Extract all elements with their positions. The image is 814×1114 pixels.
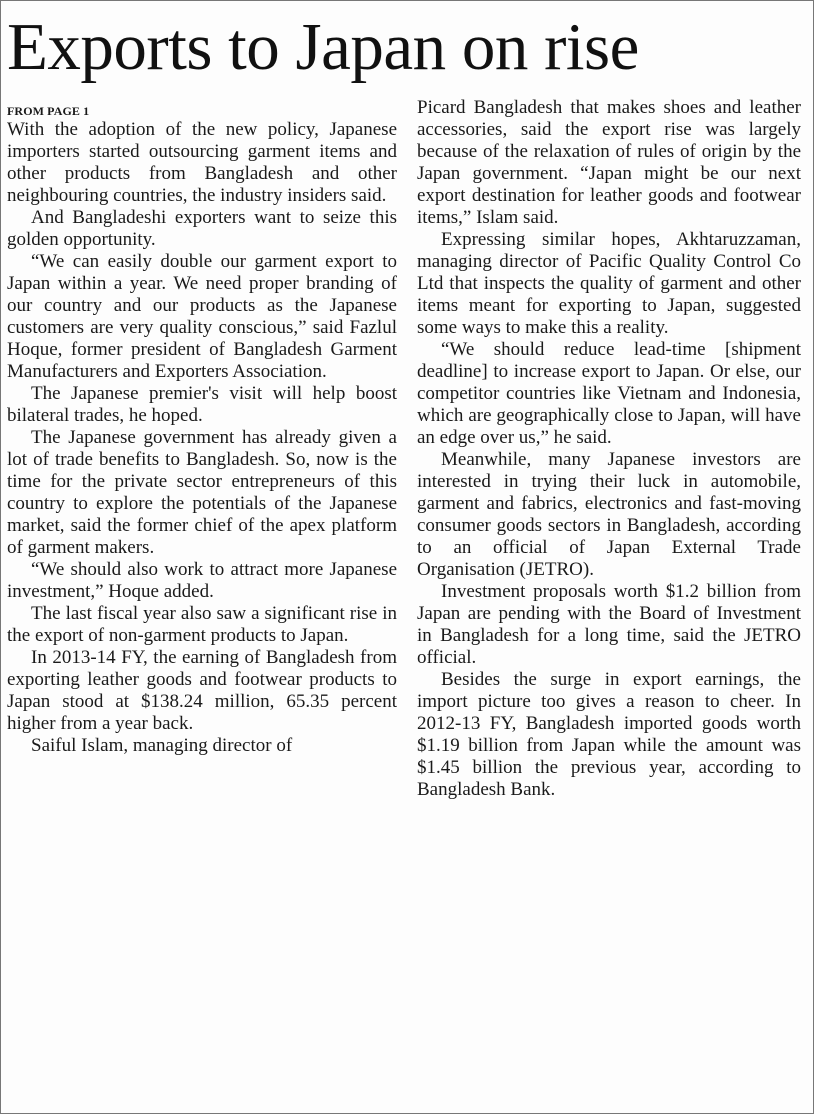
paragraph: “We should reduce lead-time [shipment deadline] to increase export to Japan. Or else, our competitor countries like Vietnam and Indonesia, which are geographically close to Japan, will have an edge over us,” he said. (417, 339, 801, 448)
headline: Exports to Japan on rise (7, 10, 639, 84)
paragraph: Investment proposals worth $1.2 billion from Japan are pending with the Board of Investment in Bangladesh for a long time, said the JETRO official. (417, 581, 801, 668)
paragraph: The last fiscal year also saw a significant rise in the export of non-garment products to Japan. (7, 603, 397, 646)
paragraph: In 2013-14 FY, the earning of Bangladesh from exporting leather goods and footwear products to Japan stood at $138.24 million, 65.35 percent higher from a year back. (7, 647, 397, 734)
paragraph: Meanwhile, many Japanese investors are interested in trying their luck in automobile, garment and fabrics, electronics and fast-moving consumer goods sectors in Bangladesh, according to an official of Japan External Trade Organisation (JETRO). (417, 449, 801, 580)
right-column (417, 97, 801, 801)
kicker: FROM PAGE 1 (7, 104, 90, 118)
paragraph: With the adoption of the new policy, Japanese importers started outsourcing garment items and other products from Bangladesh and other neighbouring countries, the industry insiders said. (7, 119, 397, 206)
paragraph: Besides the surge in export earnings, the import picture too gives a reason to cheer. In 2012-13 FY, Bangladesh imported goods worth $1.19 billion from Japan while the amount was $1.45 billion the previous year, according to Bangladesh Bank. (417, 669, 801, 800)
paragraph: And Bangladeshi exporters want to seize this golden opportunity. (7, 207, 397, 250)
paragraph: Saiful Islam, managing director of (31, 735, 293, 756)
paragraph: “We can easily double our garment export to Japan within a year. We need proper branding of our country and our products as the Japanese customers are very quality conscious,” said Fazlul Hoque, former president of Bangladesh Garment Manufacturers and Exporters Association. (7, 251, 397, 382)
paragraph: Expressing similar hopes, Akhtaruzzaman, managing director of Pacific Quality Control Co Ltd that inspects the quality of garment and other items meant for exporting to Japan, suggested some ways to make this a reality. (417, 229, 801, 338)
paragraph: The Japanese government has already given a lot of trade benefits to Bangladesh. So, now is the time for the private sector entrepreneurs of this country to explore the potentials of the Japanese market, said the former chief of the apex platform of garment makers. (7, 427, 397, 558)
left-column (7, 97, 397, 757)
paragraph: The Japanese premier's visit will help boost bilateral trades, he hoped. (7, 383, 397, 426)
paragraph: “We should also work to attract more Japanese investment,” Hoque added. (7, 559, 397, 602)
paragraph: Picard Bangladesh that makes shoes and leather accessories, said the export rise was largely because of the relaxation of rules of origin by the Japan government. “Japan might be our next export destination for leather goods and footwear items,” Islam said. (417, 97, 801, 228)
